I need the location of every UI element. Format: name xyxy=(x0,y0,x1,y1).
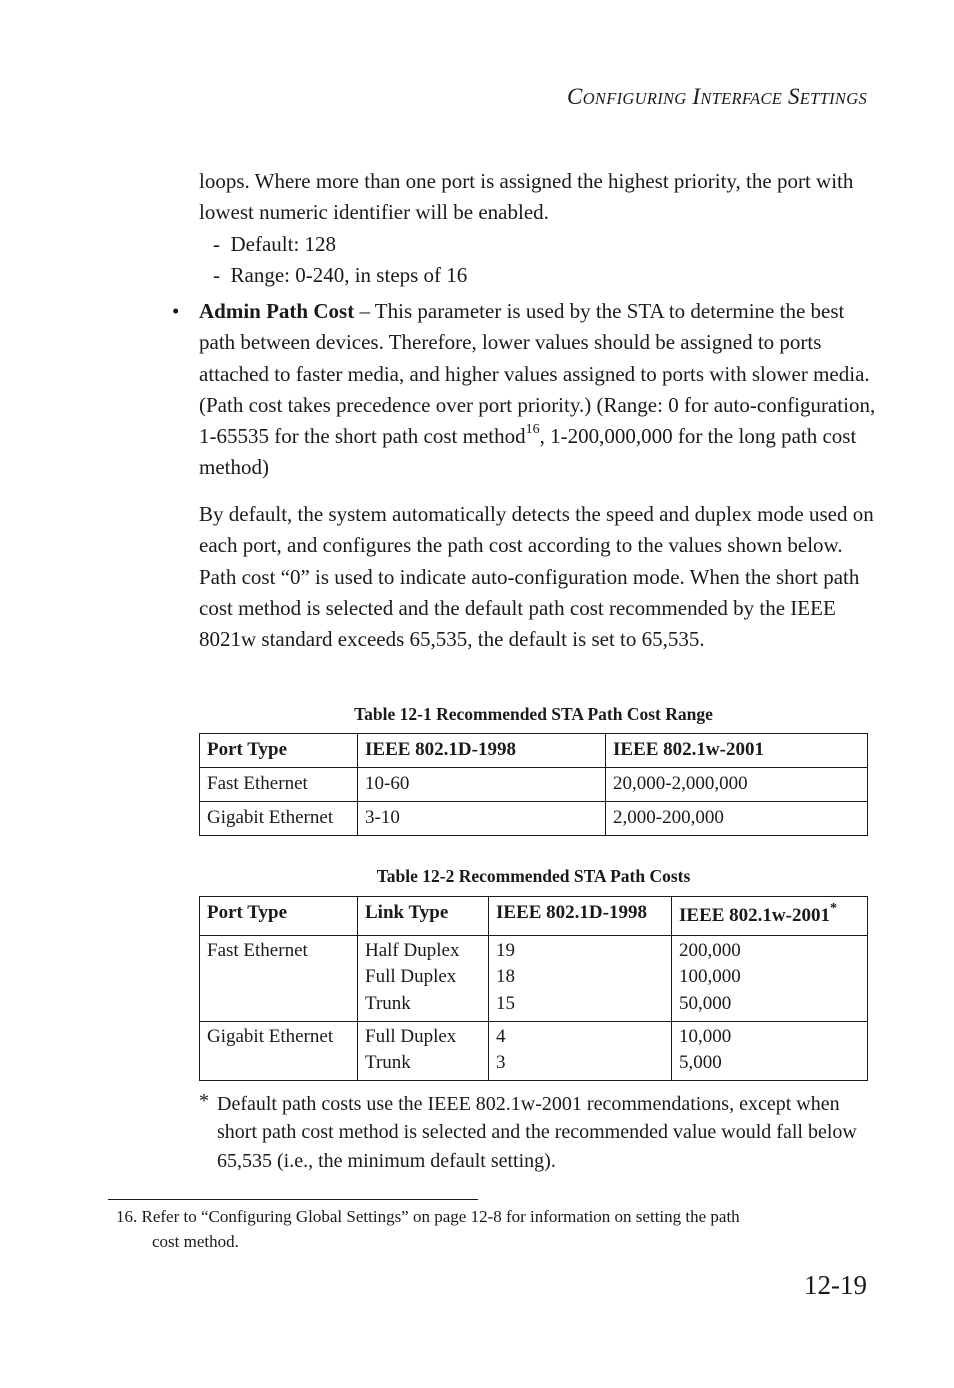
cost-value: 10,000 xyxy=(679,1025,732,1047)
cost-value: 50,000 xyxy=(679,992,732,1014)
footnote-divider xyxy=(108,1199,478,1200)
cost-value: 15 xyxy=(496,992,515,1014)
header-rest-1: ONFIGURING xyxy=(582,89,687,108)
header-rest-3: ETTINGS xyxy=(799,89,867,108)
default-value-text: Default: 128 xyxy=(230,232,337,256)
default-behavior-paragraph: By default, the system automatically detects the speed and duplex mode used on each port, and configures the path cost according to the values shown below. Path cost “0” is used to indicate auto-configuration mode. When the short path cost method is selected and the default path cost recommended by the IEEE 8021w standard exceeds 65,535, the default is set to 65,535. xyxy=(199,502,874,652)
link-type-value: Half Duplex xyxy=(365,940,460,961)
table-row xyxy=(200,936,868,1022)
page-number: 12-19 xyxy=(804,1270,867,1300)
cell-ieee-8021w xyxy=(672,936,868,1022)
header-ieee-8021w: IEEE 802.1w-2001 xyxy=(606,734,868,768)
admin-path-cost-text: – This parameter is used by the STA to determine the best path between devices. Therefore, lower values should be assigned to ports attached to faster media, and higher values assigned to ports with slower media. (Path cost takes precedence over port priority.) (Range: 0 for auto-configuration, 1-65535 for the short path cost method xyxy=(199,299,876,449)
table-header-row xyxy=(200,734,868,768)
cell-ieee-8021d xyxy=(489,1021,672,1081)
header-asterisk: * xyxy=(829,900,837,916)
table-row xyxy=(200,768,868,802)
cell-port-type: Gigabit Ethernet xyxy=(200,802,358,836)
header-cap-2: I xyxy=(692,84,701,109)
table1-caption: Table 12-1 Recommended STA Path Cost Range xyxy=(354,704,713,724)
footnote-ref: 16 xyxy=(525,422,540,438)
header-ieee-8021d: IEEE 802.1D-1998 xyxy=(489,897,672,936)
running-header xyxy=(567,84,867,110)
link-type-value: Trunk xyxy=(365,992,411,1014)
table-note: Default path costs use the IEEE 802.1w-2001 recommendations, except when short path cost method is selected and the recommended value would fall below 65,535 (i.e., the minimum default setting). xyxy=(217,1093,857,1172)
cell-ieee-8021d: 3-10 xyxy=(358,802,606,836)
cost-value: 19 xyxy=(496,940,515,961)
cell-link-type xyxy=(358,936,489,1022)
table-row xyxy=(200,1021,868,1081)
header-cap-3: S xyxy=(787,84,800,109)
link-type-value: Full Duplex xyxy=(365,1025,457,1047)
footnote xyxy=(116,1205,846,1254)
admin-path-cost-text-end: , 1-200,000,000 for the long path cost method) xyxy=(199,424,857,480)
header-cap-1: C xyxy=(567,84,583,109)
header-link-type: Link Type xyxy=(358,897,489,936)
admin-path-cost-term: Admin Path Cost xyxy=(199,299,355,323)
range-value-text: Range: 0-240, in steps of 16 xyxy=(230,263,468,287)
cell-ieee-8021w xyxy=(672,1021,868,1081)
path-costs-table xyxy=(199,896,868,1081)
cost-value: 5,000 xyxy=(679,1052,722,1074)
header-ieee-8021d: IEEE 802.1D-1998 xyxy=(358,734,606,768)
footnote-line-1: 16. Refer to “Configuring Global Settings” on page 12-8 for information on setting the path xyxy=(116,1207,740,1226)
intro-paragraph: loops. Where more than one port is assigned the highest priority, the port with lowest numeric identifier will be enabled. xyxy=(199,169,854,225)
header-rest-2: NTERFACE xyxy=(700,89,783,108)
table-note-mark: * xyxy=(199,1090,209,1112)
cell-ieee-8021d xyxy=(489,936,672,1022)
header-port-type: Port Type xyxy=(200,734,358,768)
link-type-value: Trunk xyxy=(365,1052,411,1074)
admin-path-cost-paragraph xyxy=(199,296,879,484)
table2-caption: Table 12-2 Recommended STA Path Costs xyxy=(376,866,691,886)
path-cost-range-table xyxy=(199,733,868,836)
table-header-row xyxy=(200,897,868,936)
table-row xyxy=(200,802,868,836)
cell-port-type: Gigabit Ethernet xyxy=(200,1021,358,1081)
cell-port-type: Fast Ethernet xyxy=(200,768,358,802)
cost-value: 18 xyxy=(496,966,515,988)
header-ieee-8021w-text: IEEE 802.1w-2001 xyxy=(679,905,830,926)
cell-ieee-8021d: 10-60 xyxy=(358,768,606,802)
header-port-type: Port Type xyxy=(200,897,358,936)
bullet-marker: • xyxy=(172,299,180,323)
cell-ieee-8021w: 20,000-2,000,000 xyxy=(606,768,868,802)
cell-port-type: Fast Ethernet xyxy=(200,936,358,1022)
header-ieee-8021w xyxy=(672,897,868,936)
default-value-item: - Default: 128 xyxy=(213,232,337,256)
cell-link-type xyxy=(358,1021,489,1081)
footnote-line-2: cost method. xyxy=(152,1231,239,1251)
cost-value: 100,000 xyxy=(679,966,741,988)
cost-value: 200,000 xyxy=(679,940,741,961)
cell-ieee-8021w: 2,000-200,000 xyxy=(606,802,868,836)
cost-value: 3 xyxy=(496,1052,506,1074)
link-type-value: Full Duplex xyxy=(365,966,457,988)
cost-value: 4 xyxy=(496,1025,506,1047)
range-value-item: - Range: 0-240, in steps of 16 xyxy=(213,263,468,287)
